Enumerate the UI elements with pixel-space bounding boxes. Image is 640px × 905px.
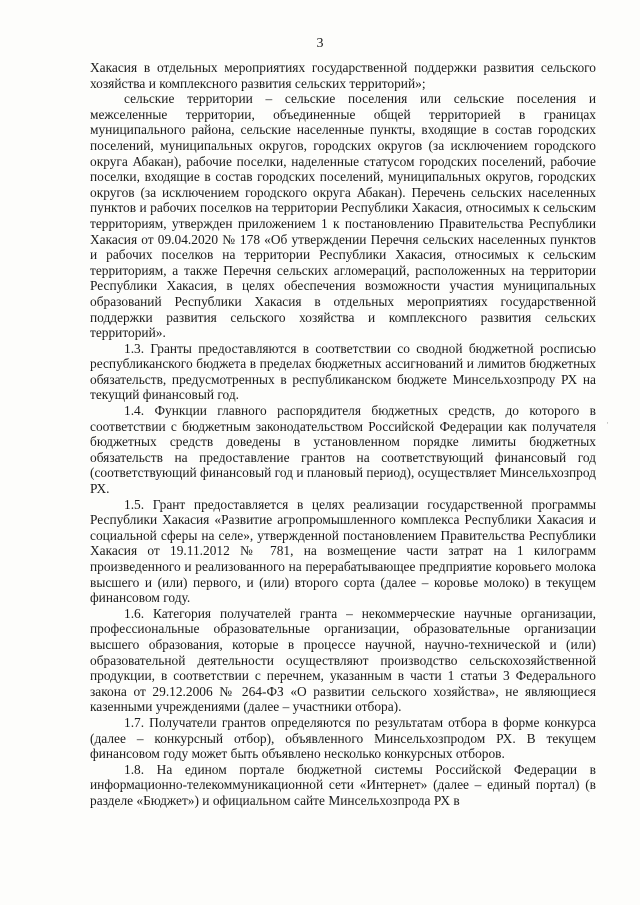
paragraph-1-8: 1.8. На едином портале бюджетной системы Российской Федерации в информационно-телекоммуникационной сети «Интернет» (далее – единый портал) (в разделе «Бюджет») и официальном сайте Минсельхозпрода РХ в bbox=[90, 761, 596, 808]
page-number: 3 bbox=[316, 36, 324, 51]
margin-mark: · bbox=[606, 418, 609, 428]
paragraph-rural-territories-definition: сельские территории – сельские поселения или сельские поселения и межселенные территории, объединенные общей территорией в границах муниципального района, сельские населенные пункты, входящие в состав городских поселений, муниципальных округов, городских округов (за исключением городского округа Абакан), рабочие поселки, наделенные статусом городских поселений, рабочие поселки, входящие в состав городских поселений, муниципальных округов, городских округов (за исключением городского округа Абакан). Перечень сельских населенных пунктов и рабочих поселков на территории Республики Хакасия, относимых к сельским территориям, утвержден приложением 1 к постановлению Правительства Республики Хакасия от 09.04.2020 № 178 «Об утверждении Перечня сельских населенных пунктов и рабочих поселков на территории Республики Хакасия, относимых к сельским территориям, а также Перечня сельских агломераций, расположенных на территории Республики Хакасия, в целях обеспечения возможности участия муниципальных образований Республики Хакасия в отдельных мероприятиях государственной поддержки развития сельского хозяйства и комплексного развития сельских территорий». bbox=[90, 91, 596, 341]
paragraph-1-6: 1.6. Категория получателей гранта – некоммерческие научные организации, профессиональные образовательные организации, образовательные организации высшего образования, которые в процессе научной, научно-технической и (или) образовательной деятельности осуществляют производство сельскохозяйственной продукции, в соответствии с перечнем, указанным в части 1 статьи 3 Федерального закона от 29.12.2006 № 264-ФЗ «О развитии сельского хозяйства», не являющиеся казенными учреждениями (далее – участники отбора). bbox=[90, 605, 596, 715]
paragraph-1-7: 1.7. Получатели грантов определяются по результатам отбора в форме конкурса (далее – конкурсный отбор), объявленного Минсельхозпродом РХ. В текущем финансовом году может быть объявлено несколько конкурсных отборов. bbox=[90, 714, 596, 762]
document-body bbox=[90, 60, 596, 809]
paragraph-1-4: 1.4. Функции главного распорядителя бюджетных средств, до которого в соответствии с бюджетным законодательством Российской Федерации как получателя бюджетных средств доведены в установленном порядке лимиты бюджетных обязательств на предоставление грантов на соответствующий финансовый год (соответствующий финансовый год и плановый период), осуществляет Минсельхозпрод РХ. bbox=[90, 403, 596, 497]
paragraph-continuation: Хакасия в отдельных мероприятиях государственной поддержки развития сельского хозяйства и комплексного развития сельских территорий»; bbox=[90, 60, 596, 91]
paragraph-1-3: 1.3. Гранты предоставляются в соответствии со сводной бюджетной росписью республиканского бюджета в пределах бюджетных ассигнований и лимитов бюджетных обязательств, предусмотренных в республиканском бюджете Минсельхозпроду РХ на текущий финансовый год. bbox=[90, 340, 596, 403]
paragraph-1-5: 1.5. Грант предоставляется в целях реализации государственной программы Республики Хакасия «Развитие агропромышленного комплекса Республики Хакасия и социальной сферы на селе», утвержденной постановлением Правительства Республики Хакасия от 19.11.2012 № 781, на возмещение части затрат на 1 килограмм произведенного и реализованного на перерабатывающее предприятие коровьего молока высшего и (или) первого, и (или) второго сорта (далее – коровье молоко) в текущем финансовом году. bbox=[90, 496, 596, 606]
